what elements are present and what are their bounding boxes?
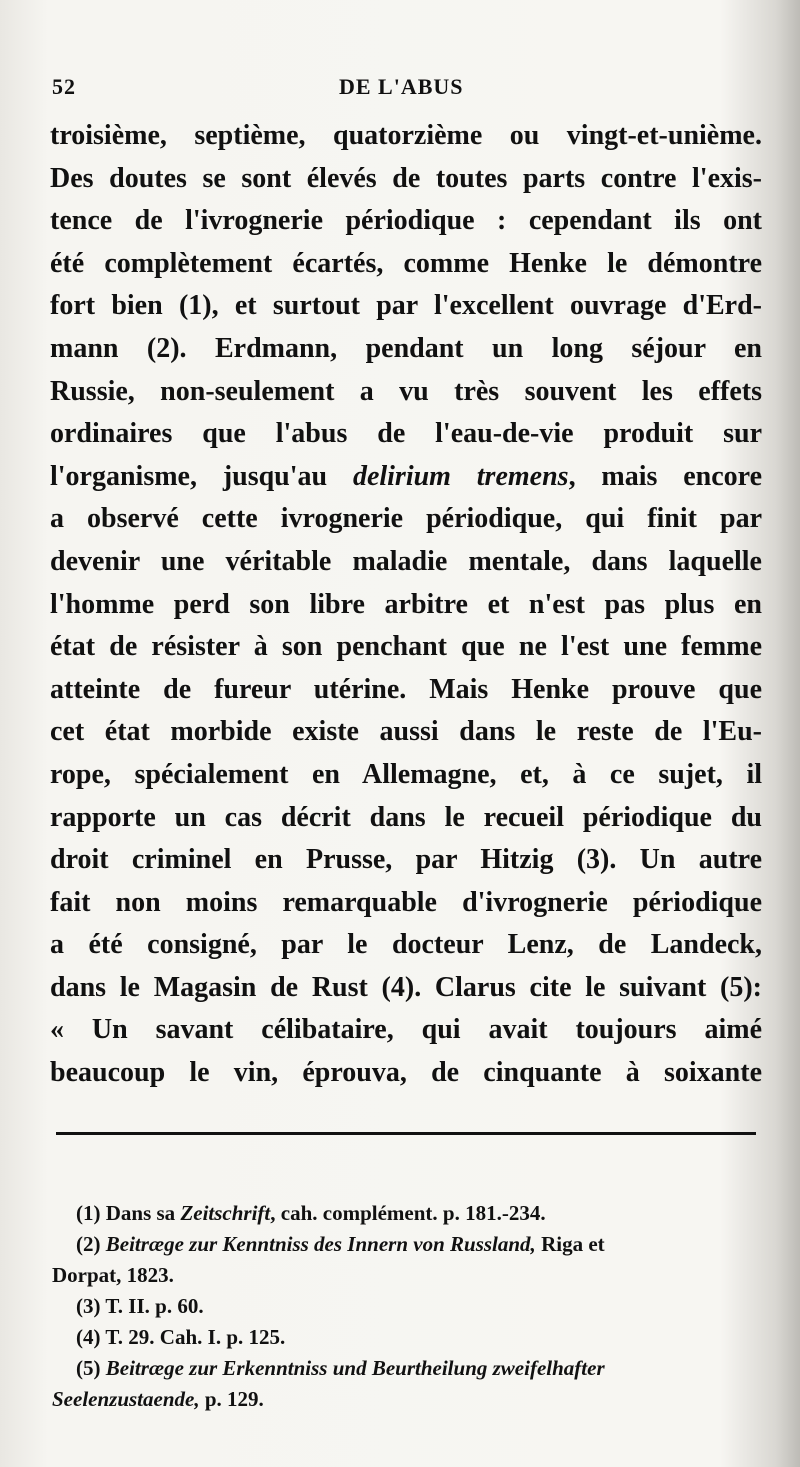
note-text: (5) xyxy=(76,1356,101,1380)
text-segment: l'organisme, jusqu'au xyxy=(50,460,328,492)
footnote-1 xyxy=(52,1198,764,1229)
text-line: dans le Magasin de Rust (4). Clarus cite le suivant (5): xyxy=(50,971,762,1003)
footnote-2 xyxy=(52,1229,764,1260)
text-line: ordinaires que l'abus de l'eau-de-vie produit sur xyxy=(50,418,762,450)
text-line: atteinte de fureur utérine. Mais Henke prouve que xyxy=(50,673,762,705)
text-line: beaucoup le vin, éprouva, de cinquante à soixante xyxy=(50,1057,762,1089)
text-line: rope, spécialement en Allemagne, et, à ce sujet, il xyxy=(50,758,762,790)
page-header xyxy=(52,70,752,106)
note-text: , cah. complément. p. 181.-234. xyxy=(270,1201,546,1225)
note-text: Riga et xyxy=(541,1232,605,1256)
footnote-3: (3) T. II. p. 60. xyxy=(76,1294,204,1318)
footnote-rule xyxy=(56,1132,756,1135)
text-line: fort bien (1), et surtout par l'excellent ouvrage d'Erd- xyxy=(50,290,762,322)
footnote-4: (4) T. 29. Cah. I. p. 125. xyxy=(76,1325,286,1349)
text-line: troisième, septième, quatorzième ou vingt-et-unième. xyxy=(50,120,762,151)
text-line: devenir une véritable maladie mentale, dans laquelle xyxy=(50,545,762,577)
text-line: fait non moins remarquable d'ivrognerie périodique xyxy=(50,886,762,918)
footnote-5 xyxy=(52,1353,764,1384)
footnote-2-continued: Dorpat, 1823. xyxy=(52,1263,174,1287)
page-number: 52 xyxy=(52,74,76,99)
text-line: a observé cette ivrognerie périodique, qui finit par xyxy=(50,503,762,535)
note-text: (1) Dans sa xyxy=(76,1201,176,1225)
text-line: l'homme perd son libre arbitre et n'est pas plus en xyxy=(50,588,762,620)
text-line: Russie, non-seulement a vu très souvent les effets xyxy=(50,375,762,407)
footnotes xyxy=(52,1198,764,1415)
text-line: a été consigné, par le docteur Lenz, de Landeck, xyxy=(50,929,762,961)
text-line: état de résister à son penchant que ne l'est une femme xyxy=(50,631,762,663)
note-text: (2) xyxy=(76,1232,101,1256)
text-line xyxy=(50,456,762,499)
running-title: DE L'ABUS xyxy=(339,74,464,99)
text-line: Des doutes se sont élevés de toutes parts contre l'exis- xyxy=(50,162,762,194)
note-italic: Beitræge zur Kenntniss des Innern von Russland, xyxy=(105,1232,536,1256)
footnote-5-continued xyxy=(52,1384,764,1415)
text-line: « Un savant célibataire, qui avait toujours aimé xyxy=(50,1014,762,1046)
note-text: p. 129. xyxy=(204,1387,264,1411)
main-text xyxy=(50,115,762,1095)
text-line: cet état morbide existe aussi dans le reste de l'Eu- xyxy=(50,716,762,748)
text-segment: , mais encore xyxy=(568,460,762,492)
italic-term: delirium tremens xyxy=(352,460,569,492)
note-italic: Zeitschrift xyxy=(180,1201,271,1225)
note-italic: Beitræge zur Erkenntniss und Beurtheilung zweifelhafter xyxy=(105,1356,605,1380)
note-italic: Seelenzustaende, xyxy=(52,1387,200,1411)
text-line: rapporte un cas décrit dans le recueil périodique du xyxy=(50,801,762,833)
text-line: tence de l'ivrognerie périodique : cependant ils ont xyxy=(50,205,762,237)
text-line: mann (2). Erdmann, pendant un long séjour en xyxy=(50,332,762,364)
text-line: été complètement écartés, comme Henke le démontre xyxy=(50,247,762,279)
text-line: droit criminel en Prusse, par Hitzig (3). Un autre xyxy=(50,844,762,876)
